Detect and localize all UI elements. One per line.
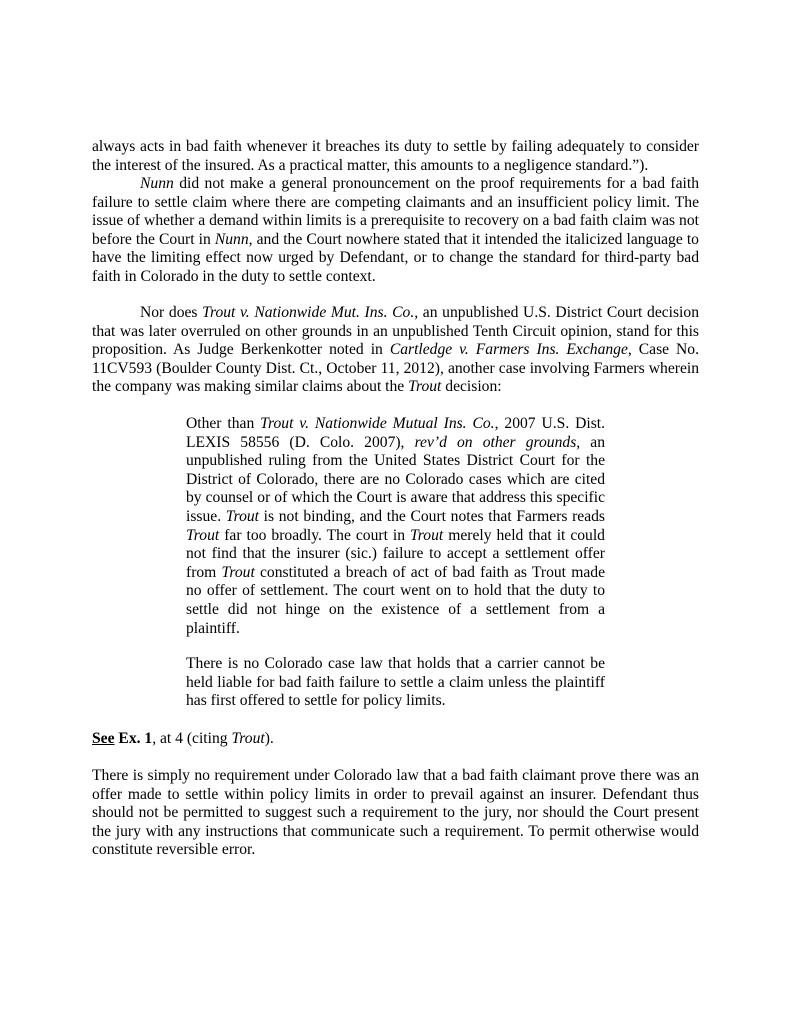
- case-name-italic: Trout: [221, 563, 255, 581]
- case-name-italic: Trout: [408, 378, 442, 396]
- citation-text: ).: [264, 730, 274, 747]
- case-name-italic: Trout v. Nationwide Mutual Ins. Co.: [260, 415, 495, 432]
- paragraph-text: , Case No. 11CV593 (Boulder County Dist. Ct., October 11, 2012), another case involving Farmers wherein the company was making similar claims about the: [92, 341, 700, 396]
- paragraph-nunn: [92, 175, 699, 287]
- quote-text: Other than: [186, 415, 261, 432]
- case-name-italic: Trout: [410, 526, 444, 544]
- paragraph-text: an unpublished U.S. District Court decision that was later overruled on other grounds in an unpublished Tenth Circuit opinion, stand for this proposition. As Judge Berkenkotter noted in: [92, 304, 699, 359]
- case-name-italic: Trout: [231, 730, 265, 747]
- paragraph-continued: [92, 138, 699, 175]
- italic-text: rev’d on other grounds: [414, 433, 577, 451]
- citation-signal: See: [92, 730, 115, 747]
- paragraph-text: There is simply no requirement under Colorado law that a bad faith claimant prove there was an offer made to settle within policy limits in order to prevail against an insurer. Defendant thus should not be permitted to suggest such a requirement to the jury, nor should the Court present the jury with any instructions that communicate such a requirement. To permit otherwise would constitute reversible error.: [92, 767, 699, 859]
- exhibit-reference: Ex. 1: [118, 730, 153, 747]
- quote-text: constituted a breach of act of bad faith as Trout made no offer of settlement. The court went on to hold that the duty to settle did not hinge on the existence of a settlement from a plaintiff.: [186, 563, 605, 637]
- quote-text: far too broadly. The court in: [219, 526, 410, 544]
- paragraph-text: , and the Court nowhere stated that it intended the italicized language to have the limiting effect now urged by Defendant, or to change the standard for third-party bad faith in Colorado in the duty to settle context.: [92, 230, 699, 285]
- quote-text: is not binding, and the Court notes that Farmers reads: [259, 507, 605, 525]
- case-name-italic: Trout: [225, 507, 259, 525]
- block-quote-2: [186, 655, 605, 711]
- paragraph-text: always acts in bad faith whenever it breaches its duty to settle by failing adequately to consider the interest of the insured. As a practical matter, this amounts to a negligence standard.”).: [92, 138, 699, 174]
- case-name-italic: Cartledge v. Farmers Ins. Exchange: [389, 341, 628, 359]
- quote-text: merely held that it could not find that the insurer (sic.) failure to accept a settlement offer from: [186, 526, 605, 581]
- case-name-italic: Nunn: [214, 230, 249, 248]
- quote-text: , an unpublished ruling from the United States District Court for the District of Colorado, there are no Colorado cases which are cited by counsel or of which the Court is aware that address this specific issue.: [186, 433, 605, 525]
- quote-text: There is no Colorado case law that holds that a carrier cannot be held liable for bad faith failure to settle a claim unless the plaintiff has first offered to settle for policy limits.: [186, 655, 605, 710]
- paragraph-text: did not make a general pronouncement on the proof requirements for a bad faith failure to settle claim where there are competing claimants and an insufficient policy limit. The issue of whether a demand within limits is a prerequisite to recovery on a bad faith claim was not before the Court in: [92, 175, 699, 248]
- paragraph-conclusion: [92, 767, 699, 860]
- citation-line: [92, 730, 699, 749]
- case-name-italic: Trout v. Nationwide Mut. Ins. Co.,: [202, 304, 419, 321]
- paragraph-trout: [92, 304, 699, 397]
- case-name-italic: Nunn: [140, 175, 174, 192]
- paragraph-text: Nor does: [140, 304, 203, 321]
- quote-text: , 2007 U.S. Dist. LEXIS 58556 (D. Colo. 2007),: [186, 415, 606, 451]
- paragraph-text: decision:: [441, 378, 502, 396]
- block-quote-1: [186, 415, 605, 638]
- case-name-italic: Trout: [186, 526, 220, 544]
- citation-text: , at 4 (citing: [152, 730, 232, 747]
